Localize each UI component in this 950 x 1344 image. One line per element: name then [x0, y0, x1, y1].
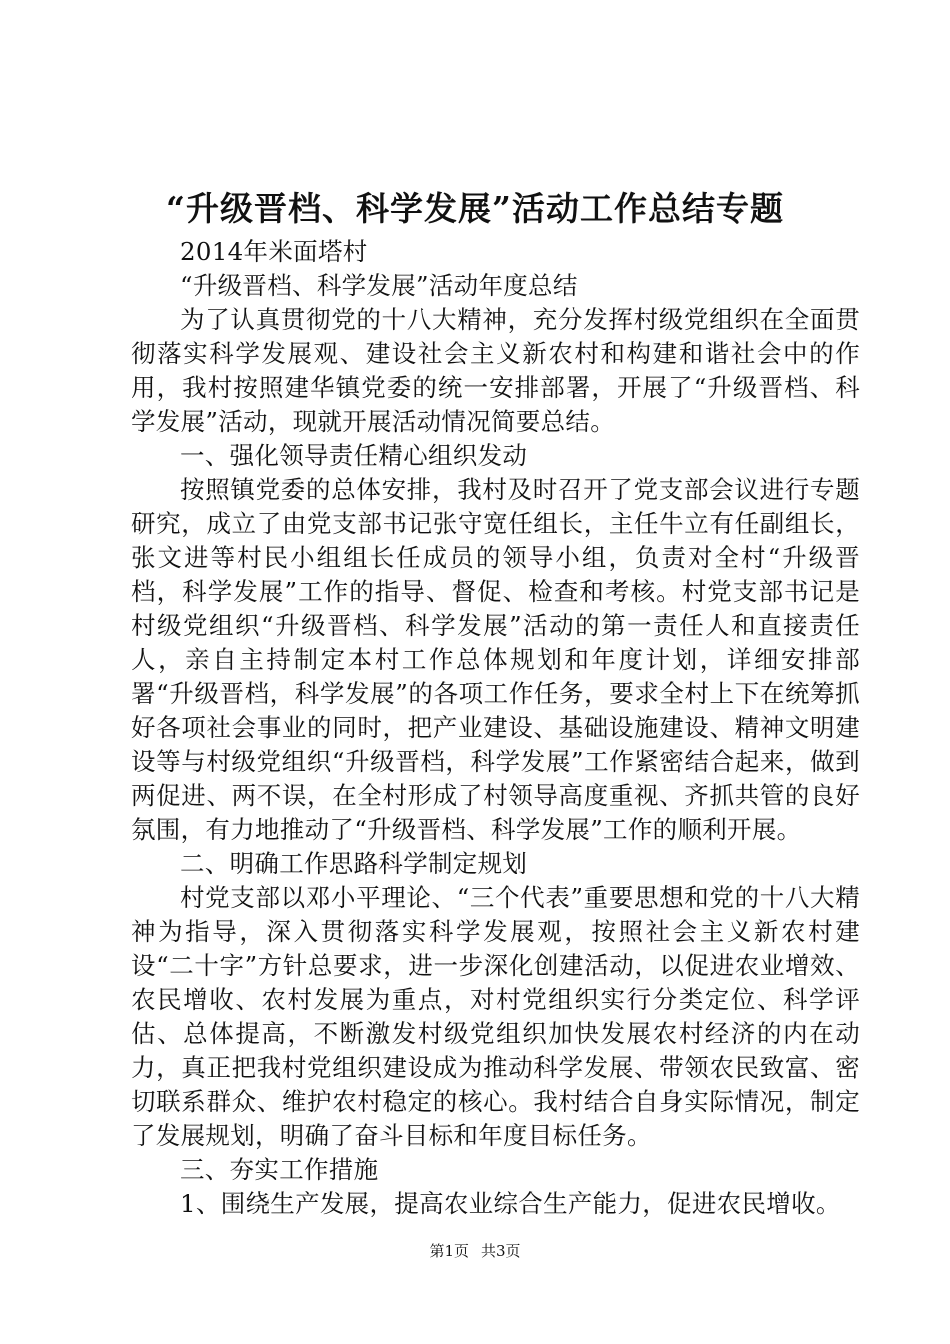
paragraph-section-1: 按照镇党委的总体安排，我村及时召开了党支部会议进行专题研究，成立了由党支部书记张守宽任组长，主任牛立有任副组长，张文进等村民小组组长任成员的领导小组，负责对全村“升级晋档，科学发展”工作的指导、督促、检查和考核。村党支部书记是村级党组织“升级晋档、科学发展”活动的第一责任人和直接责任人，亲自主持制定本村工作总体规划和年度计划，详细安排部署“升级晋档，科学发展”的各项工作任务，要求全村上下在统筹抓好各项社会事业的同时，把产业建设、基础设施建设、精神文明建设等与村级党组织“升级晋档，科学发展”工作紧密结合起来，做到两促进、两不误，在全村形成了村领导高度重视、齐抓共管的良好氛围，有力地推动了“升级晋档、科学发展”工作的顺利开展。	[131, 475, 860, 844]
page-footer	[0, 1240, 950, 1262]
section-heading-3: 三、夯实工作措施	[180, 1155, 379, 1184]
paragraph-section-2: 村党支部以邓小平理论、“三个代表”重要思想和党的十八大精神为指导，深入贯彻落实科学发展观，按照社会主义新农村建设“二十字”方针总要求，进一步深化创建活动，以促进农业增效、农民增收、农村发展为重点，对村党组织实行分类定位、科学评估、总体提高，不断激发村级党组织加快发展农村经济的内在动力，真正把我村党组织建设成为推动科学发展、带领农民致富、密切联系群众、维护农村稳定的核心。我村结合自身实际情况，制定了发展规划，明确了奋斗目标和年度目标任务。	[131, 883, 860, 1150]
page-number-current: 第1页	[429, 1242, 469, 1260]
section-heading-1: 一、强化领导责任精心组织发动	[180, 441, 528, 470]
section-heading-2: 二、明确工作思路科学制定规划	[180, 849, 528, 878]
paragraph-year-village: 2014年米面塔村	[180, 237, 368, 266]
paragraph-intro: 为了认真贯彻党的十八大精神，充分发挥村级党组织在全面贯彻落实科学发展观、建设社会主义新农村和构建和谐社会中的作用，我村按照建华镇党委的统一安排部署，开展了“升级晋档、科学发展”活动，现就开展活动情况简要总结。	[131, 305, 860, 436]
document-title: “升级晋档、科学发展”活动工作总结专题	[166, 189, 784, 228]
paragraph-measure-1: 1、围绕生产发展，提高农业综合生产能力，促进农民增收。	[180, 1189, 841, 1218]
paragraph-subtitle: “升级晋档、科学发展”活动年度总结	[180, 271, 578, 300]
page-number-total: 共3页	[481, 1242, 521, 1260]
document-body	[131, 235, 860, 1221]
